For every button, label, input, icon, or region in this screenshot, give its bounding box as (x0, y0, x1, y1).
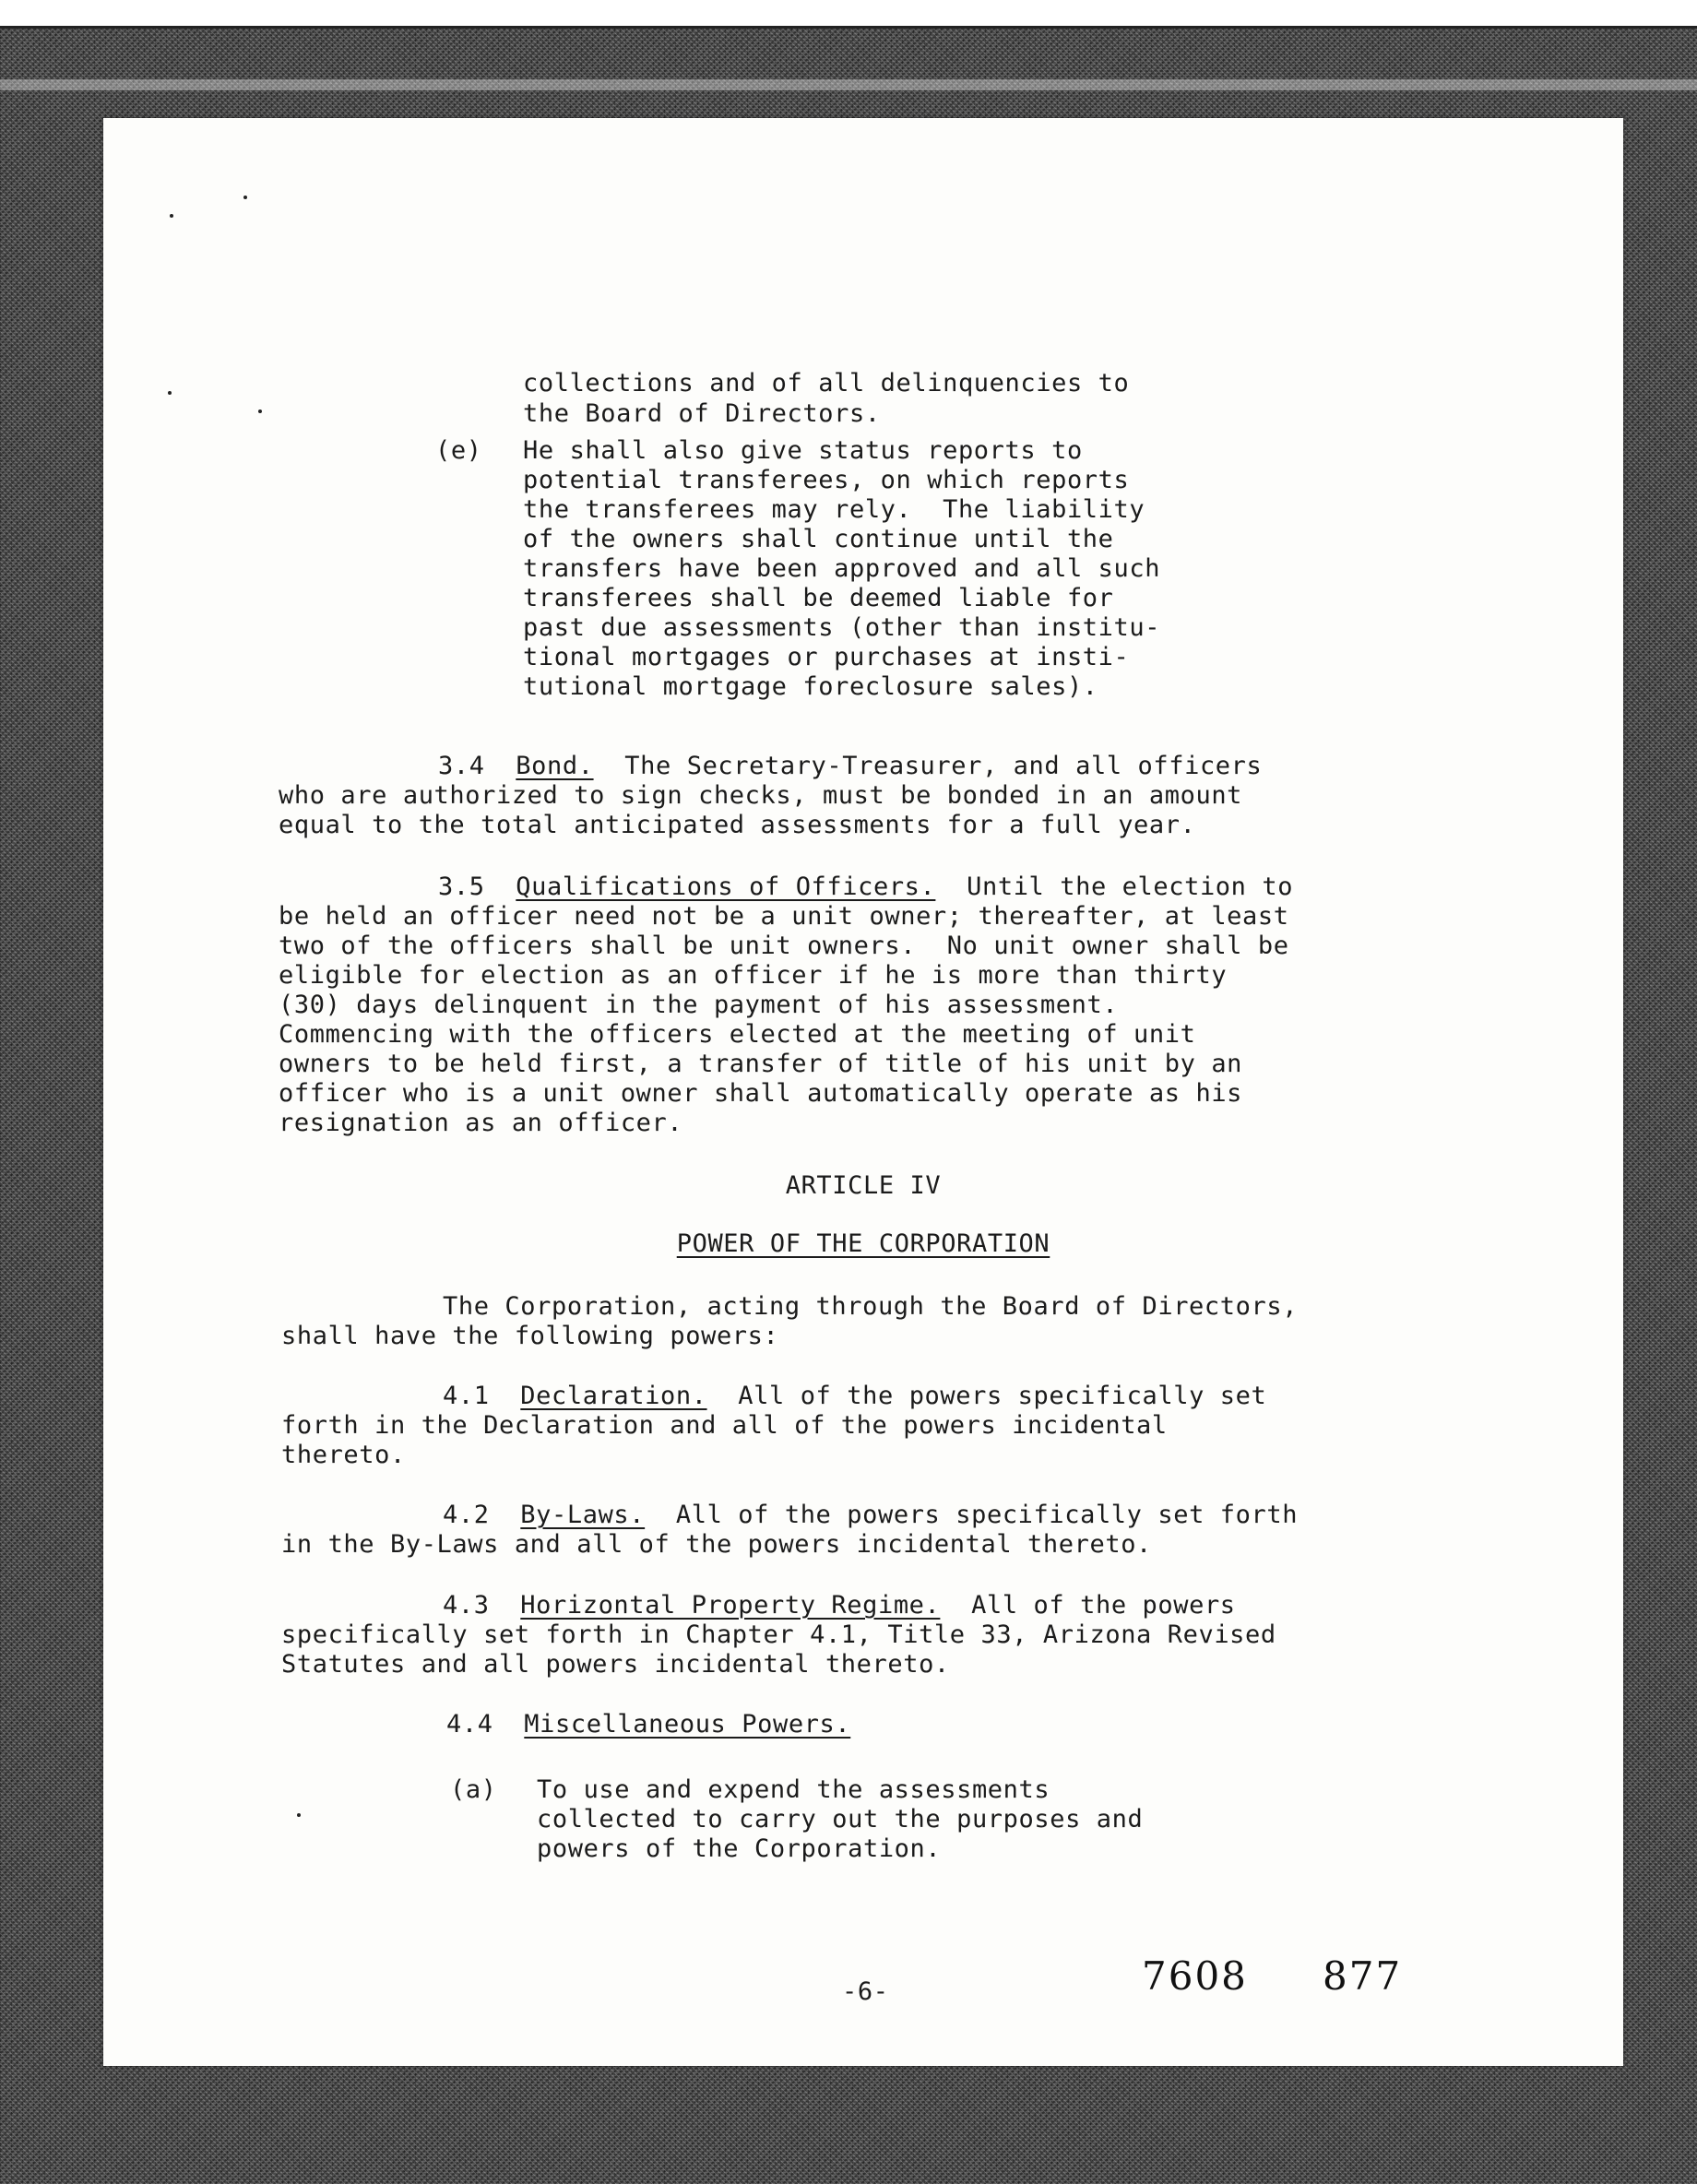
section-4-1-line: forth in the Declaration and all of the powers incidental (281, 1411, 1168, 1440)
article-subtitle: POWER OF THE CORPORATION (676, 1229, 1050, 1258)
item-a-line: powers of the Corporation. (537, 1834, 942, 1863)
section-number: 4.1 (443, 1382, 490, 1410)
section-text: All of the powers specifically set (738, 1382, 1267, 1410)
continuation-line: the Board of Directors. (523, 399, 881, 428)
intro-first-line: The Corporation, acting through the Board of Directors, (443, 1292, 1299, 1321)
item-e-line: transfers have been approved and all such (523, 554, 1161, 583)
item-e-line: the transferees may rely. The liability (523, 495, 1145, 524)
item-e-line: transferees shall be deemed liable for (523, 584, 1114, 612)
item-a-line: collected to carry out the purposes and (537, 1805, 1144, 1834)
section-4-3-line: Statutes and all powers incidental thereto. (281, 1650, 950, 1679)
continuation-line: collections and of all delinquencies to (523, 369, 1130, 398)
scan-speck (243, 196, 247, 199)
item-e-line: tional mortgages or purchases at insti- (523, 643, 1130, 671)
scan-speck (168, 391, 172, 395)
article-title: ARTICLE IV (785, 1171, 942, 1200)
section-4-4-first-line (446, 1710, 850, 1740)
intro-line: shall have the following powers: (281, 1322, 779, 1350)
page-number: -6- (842, 1977, 889, 2006)
section-heading: Declaration. (520, 1382, 707, 1410)
article-subtitle-wrap (103, 1229, 1623, 1260)
scan-speck (170, 214, 173, 218)
section-heading: By-Laws. (520, 1501, 646, 1529)
section-3-5-line: resignation as an officer. (279, 1109, 683, 1137)
item-e-line: potential transferees, on which reports (523, 466, 1130, 494)
section-text: The Secretary-Treasurer, and all officers (624, 752, 1263, 780)
section-text: All of the powers specifically set forth (675, 1501, 1299, 1529)
item-e-line: of the owners shall continue until the (523, 525, 1114, 553)
section-heading: Miscellaneous Powers. (524, 1710, 851, 1739)
section-4-2-first-line (443, 1501, 1298, 1531)
section-3-4-line: equal to the total anticipated assessments for a full year. (279, 811, 1196, 839)
section-3-5-line: officer who is a unit owner shall automatically operate as his (279, 1079, 1243, 1108)
section-3-5-line: (30) days delinquent in the payment of his assessment. (279, 991, 1119, 1019)
item-e-line: He shall also give status reports to (523, 436, 1083, 465)
section-text: All of the powers (971, 1591, 1236, 1620)
docket-page-number: 877 (1323, 1953, 1403, 1999)
section-3-5-line: be held an officer need not be a unit owner; thereafter, at least (279, 902, 1289, 931)
section-4-1-line: thereto. (281, 1441, 406, 1469)
section-3-4-line: who are authorized to sign checks, must be bonded in an amount (279, 781, 1243, 810)
section-3-4-first-line (438, 752, 1262, 782)
section-3-5-line: two of the officers shall be unit owners. No unit owner shall be (279, 932, 1289, 960)
item-a-label: (a) (450, 1775, 497, 1804)
section-4-2-line: in the By-Laws and all of the powers incidental thereto. (281, 1530, 1152, 1559)
item-e-label: (e) (435, 436, 482, 465)
document-page (103, 118, 1623, 2066)
section-number: 3.4 (438, 752, 485, 780)
section-number: 3.5 (438, 872, 485, 901)
section-heading: Qualifications of Officers. (516, 872, 936, 901)
section-4-1-first-line (443, 1382, 1266, 1412)
section-number: 4.2 (443, 1501, 490, 1529)
section-3-5-line: owners to be held first, a transfer of title of his unit by an (279, 1050, 1243, 1078)
section-number: 4.4 (446, 1710, 493, 1739)
section-text: Until the election to (967, 872, 1294, 901)
docket-book-number: 7608 (1142, 1953, 1248, 1999)
section-3-5-line: eligible for election as an officer if he is more than thirty (279, 961, 1228, 990)
item-e-line: tutional mortgage foreclosure sales). (523, 672, 1098, 701)
section-heading: Bond. (516, 752, 594, 780)
item-e-line: past due assessments (other than institu- (523, 613, 1161, 642)
scan-speck (258, 410, 262, 413)
section-3-5-first-line (438, 872, 1293, 903)
section-number: 4.3 (443, 1591, 490, 1620)
section-heading: Horizontal Property Regime. (520, 1591, 941, 1620)
section-4-3-line: specifically set forth in Chapter 4.1, Title 33, Arizona Revised (281, 1620, 1276, 1649)
item-a-line: To use and expend the assessments (537, 1775, 1050, 1804)
section-3-5-line: Commencing with the officers elected at the meeting of unit (279, 1020, 1196, 1049)
scan-top-strip (0, 0, 1697, 29)
section-4-3-first-line (443, 1591, 1236, 1621)
scan-speck (297, 1813, 301, 1817)
scan-band (0, 79, 1697, 90)
